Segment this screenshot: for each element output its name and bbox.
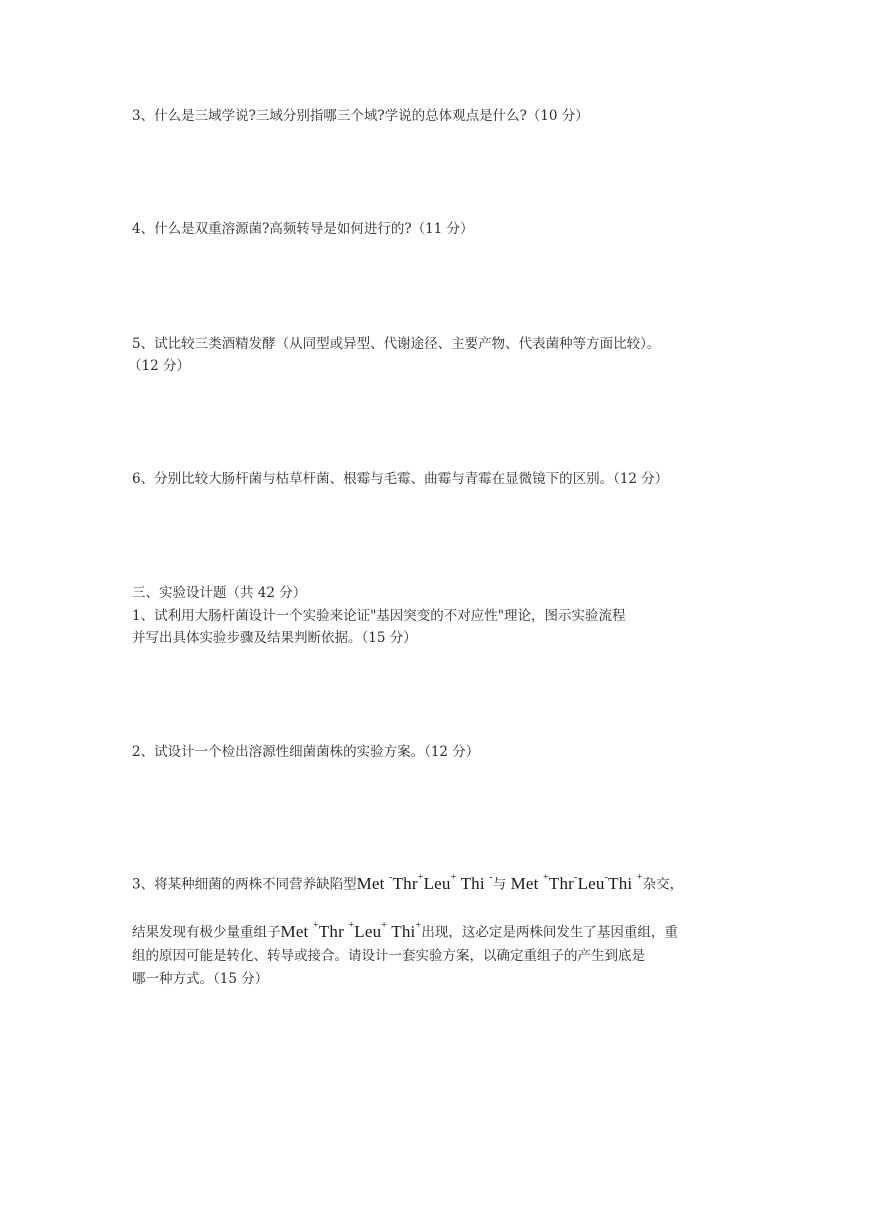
genotype-strain-2: Met +Thr-Leu-Thi + bbox=[510, 872, 643, 893]
question-3: 3、什么是三域学说?三域分别指哪三个域?学说的总体观点是什么?（10 分） bbox=[132, 108, 589, 124]
design-question-1-line-1: 1、试利用大肠杆菌设计一个实验来论证"基因突变的不对应性"理论，图示实验流程 bbox=[132, 608, 626, 624]
design-question-3-line-3: 组的原因可能是转化、转导或接合。请设计一套实验方案，以确定重组子的产生到底是 bbox=[132, 948, 645, 964]
question-4: 4、什么是双重溶源菌?高频转导是如何进行的?（11 分） bbox=[132, 221, 474, 237]
genotype-recombinant: Met +Thr +Leu+ Thi+ bbox=[280, 920, 422, 941]
design-question-3-line-2-prefix: 结果发现有极少量重组子 bbox=[132, 924, 281, 941]
design-question-3-line-4: 哪一种方式。（15 分） bbox=[132, 971, 269, 987]
question-5-line-2: （12 分） bbox=[128, 358, 190, 374]
design-question-2: 2、试设计一个检出溶源性细菌菌株的实验方案。（12 分） bbox=[132, 744, 480, 760]
question-5-line-1: 5、试比较三类酒精发酵（从同型或异型、代谢途径、主要产物、代表菌种等方面比较）。 bbox=[132, 336, 661, 352]
genotype-strain-1: Met -Thr+Leu+ Thi - bbox=[356, 872, 493, 893]
design-question-1-line-2: 并写出具体实验步骤及结果判断依据。（15 分） bbox=[132, 630, 417, 646]
design-question-3-mid: 与 bbox=[492, 876, 507, 893]
design-question-3-suffix: 杂交， bbox=[642, 876, 684, 893]
design-question-3-prefix: 3、将某种细菌的两株不同营养缺陷型 bbox=[132, 876, 357, 893]
design-question-3-line-1 bbox=[132, 870, 683, 895]
section-3-title: 三、实验设计题（共 42 分） bbox=[132, 585, 307, 601]
question-6: 6、分别比较大肠杆菌与枯草杆菌、根霉与毛霉、曲霉与青霉在显微镜下的区别。（12 分） bbox=[132, 471, 669, 487]
design-question-3-line-2 bbox=[132, 918, 678, 943]
design-question-3-line-2-suffix: 出现，这必定是两株间发生了基因重组，重 bbox=[421, 924, 678, 941]
